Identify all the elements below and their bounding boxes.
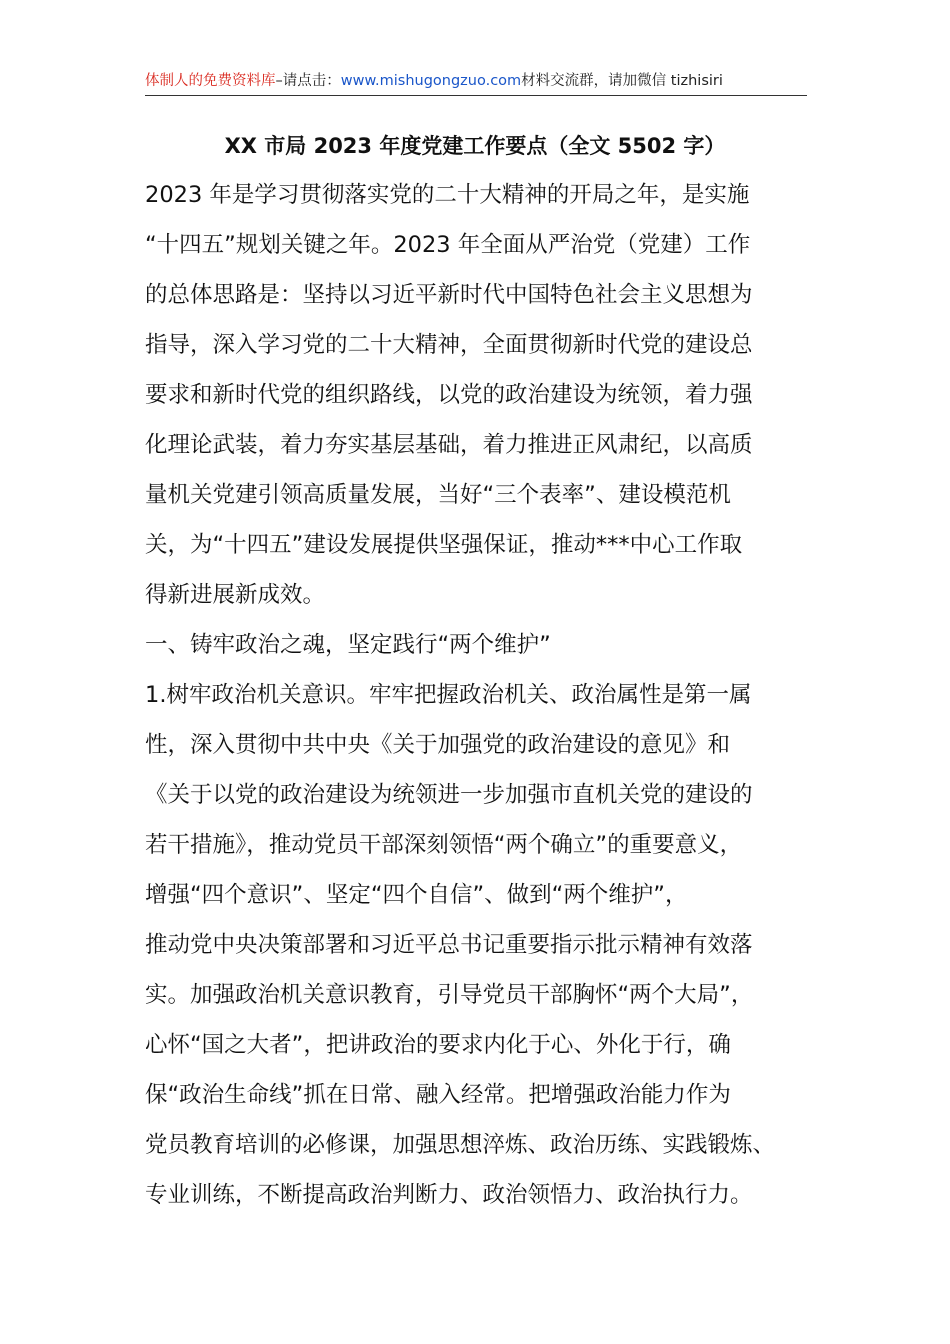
document-body <box>145 170 815 1220</box>
body-line: 实。加强政治机关意识教育，引导党员干部胸怀“两个大局”， <box>145 982 754 1008</box>
body-line: 党员教育培训的必修课，加强思想淬炼、政治历练、实践锻炼、 <box>145 1132 776 1158</box>
document-title: XX 市局 2023 年度党建工作要点（全文 5502 字） <box>224 134 726 158</box>
body-line: 2023 年是学习贯彻落实党的二十大精神的开局之年，是实施 <box>145 182 750 208</box>
body-line: 的总体思路是：坚持以习近平新时代中国特色社会主义思想为 <box>145 282 753 308</box>
header-brand: 体制人的免费资料库 <box>145 73 276 89</box>
body-line: 要求和新时代党的组织路线，以党的政治建设为统领，着力强 <box>145 382 753 408</box>
body-line: 指导，深入学习党的二十大精神，全面贯彻新时代党的建设总 <box>145 332 753 358</box>
page-header <box>145 70 807 94</box>
body-line: 量机关党建引领高质量发展，当好“三个表率”、建设模范机 <box>145 482 731 508</box>
body-line: 性，深入贯彻中共中央《关于加强党的政治建设的意见》和 <box>145 732 731 758</box>
body-line: 得新进展新成效。 <box>145 582 326 608</box>
header-note: 材料交流群，请加微信 tizhisiri <box>521 73 723 89</box>
body-line: 心怀“国之大者”，把讲政治的要求内化于心、外化于行，确 <box>145 1032 731 1058</box>
header-link[interactable]: www.mishugongzuo.com <box>340 73 522 89</box>
body-line: 增强“四个意识”、坚定“四个自信”、做到“两个维护”， <box>145 882 688 908</box>
body-line: 推动党中央决策部署和习近平总书记重要指示批示精神有效落 <box>145 932 753 958</box>
body-line: 关，为“十四五”建设发展提供坚强保证，推动***中心工作取 <box>145 532 743 558</box>
body-line: “十四五”规划关键之年。2023 年全面从严治党（党建）工作 <box>145 232 751 258</box>
body-line: 专业训练，不断提高政治判断力、政治领悟力、政治执行力。 <box>145 1182 753 1208</box>
header-divider <box>145 95 807 96</box>
body-line: 《关于以党的政治建设为统领进一步加强市直机关党的建设的 <box>145 782 753 808</box>
header-prompt: –请点击： <box>275 73 341 89</box>
body-line: 若干措施》，推动党员干部深刻领悟“两个确立”的重要意义， <box>145 832 743 858</box>
body-line: 1.树牢政治机关意识。牢牢把握政治机关、政治属性是第一属 <box>145 682 752 708</box>
body-line: 保“政治生命线”抓在日常、融入经常。把增强政治能力作为 <box>145 1082 731 1108</box>
body-line: 化理论武装，着力夯实基层基础，着力推进正风肃纪，以高质 <box>145 432 753 458</box>
section-heading: 一、铸牢政治之魂，坚定践行“两个维护” <box>145 632 551 658</box>
